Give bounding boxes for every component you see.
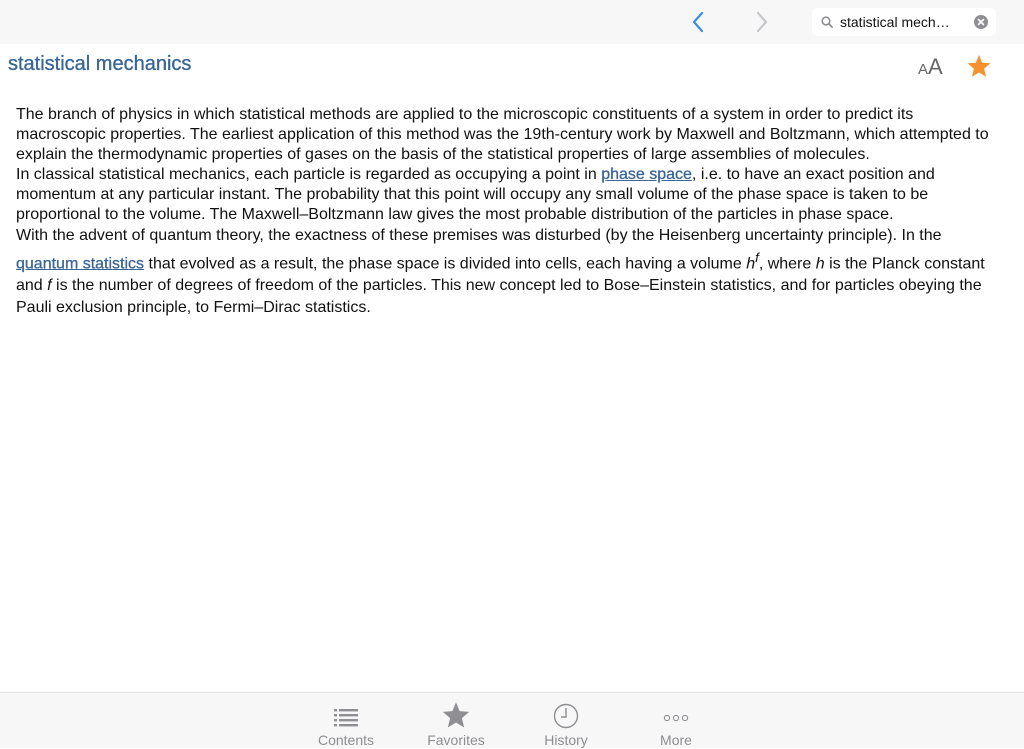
tab-history[interactable]: [511, 693, 621, 749]
search-box[interactable]: [812, 8, 996, 36]
italic-h: h: [746, 255, 756, 273]
phase-space-link[interactable]: phase space: [601, 166, 692, 183]
text-span: is the Planck constant and: [16, 255, 985, 295]
star-icon: [441, 701, 471, 729]
search-icon: [821, 16, 833, 28]
italic-h: h: [815, 255, 825, 273]
article-body: [16, 105, 1006, 319]
font-size-button[interactable]: [918, 54, 954, 82]
more-icon: [662, 713, 690, 723]
text-span: that evolved as a result, the phase space is divided into cells, each having a volume: [144, 255, 747, 273]
tab-label: More: [660, 732, 692, 748]
tab-bar: [0, 692, 1024, 748]
tab-label: Contents: [317, 732, 375, 748]
tab-label: Favorites: [427, 732, 485, 748]
clear-search-button[interactable]: [974, 15, 988, 29]
font-size-small-label: A: [918, 61, 929, 78]
text-span: , where: [758, 255, 816, 273]
clock-icon: [553, 703, 579, 729]
paragraph-1: The branch of physics in which statistical methods are applied to the microscopic constituents of a system in order to predict its macroscopic properties. The earliest application of this method was the 19th-century work by Maxwell and Boltzmann, which attempted to explain the thermodynamic properties of gases on the basis of the statistical properties of large assemblies of molecules.: [16, 106, 989, 163]
text-span: With the advent of quantum theory, the exactness of these premises was disturbed (by the Heisenberg uncertainty principle). In the: [16, 227, 942, 244]
entry-title: statistical mechanics: [8, 53, 192, 75]
tab-favorites[interactable]: [401, 693, 511, 749]
quantum-statistics-link[interactable]: quantum statistics: [16, 255, 145, 273]
back-button[interactable]: [684, 8, 712, 36]
clear-icon: [977, 18, 985, 26]
paragraph-2: [16, 165, 1006, 225]
text-span: is the number of degrees of freedom of the particles. This new concept led to Bose–Einstein statistics, and for particles obeying the Pauli exclusion principle, to Fermi–Dirac statistics.: [16, 277, 982, 317]
top-toolbar: [0, 0, 1024, 44]
list-icon: [333, 707, 359, 729]
chevron-right-icon: [755, 11, 769, 33]
paragraph-3: [16, 225, 1006, 319]
italic-f: f: [47, 277, 52, 295]
text-span: In classical statistical mechanics, each particle is regarded as occupying a point in: [16, 166, 602, 183]
superscript-f: f: [755, 250, 759, 265]
text-span: , i.e. to have an exact position and momentum at any particular instant. The probability that this point will occupy any small volume of the phase space is taken to be proportional to the volume. The Maxwell–Boltzmann law gives the most probable distribution of the particles in phase space.: [16, 166, 935, 223]
search-input[interactable]: [840, 12, 966, 32]
star-icon: [966, 54, 992, 78]
tab-label: History: [544, 732, 588, 748]
tab-contents[interactable]: [291, 693, 401, 749]
forward-button[interactable]: [748, 8, 776, 36]
tab-more[interactable]: [621, 693, 731, 749]
chevron-left-icon: [691, 11, 705, 33]
favorite-button[interactable]: [966, 54, 992, 83]
font-size-big-label: A: [928, 54, 943, 79]
